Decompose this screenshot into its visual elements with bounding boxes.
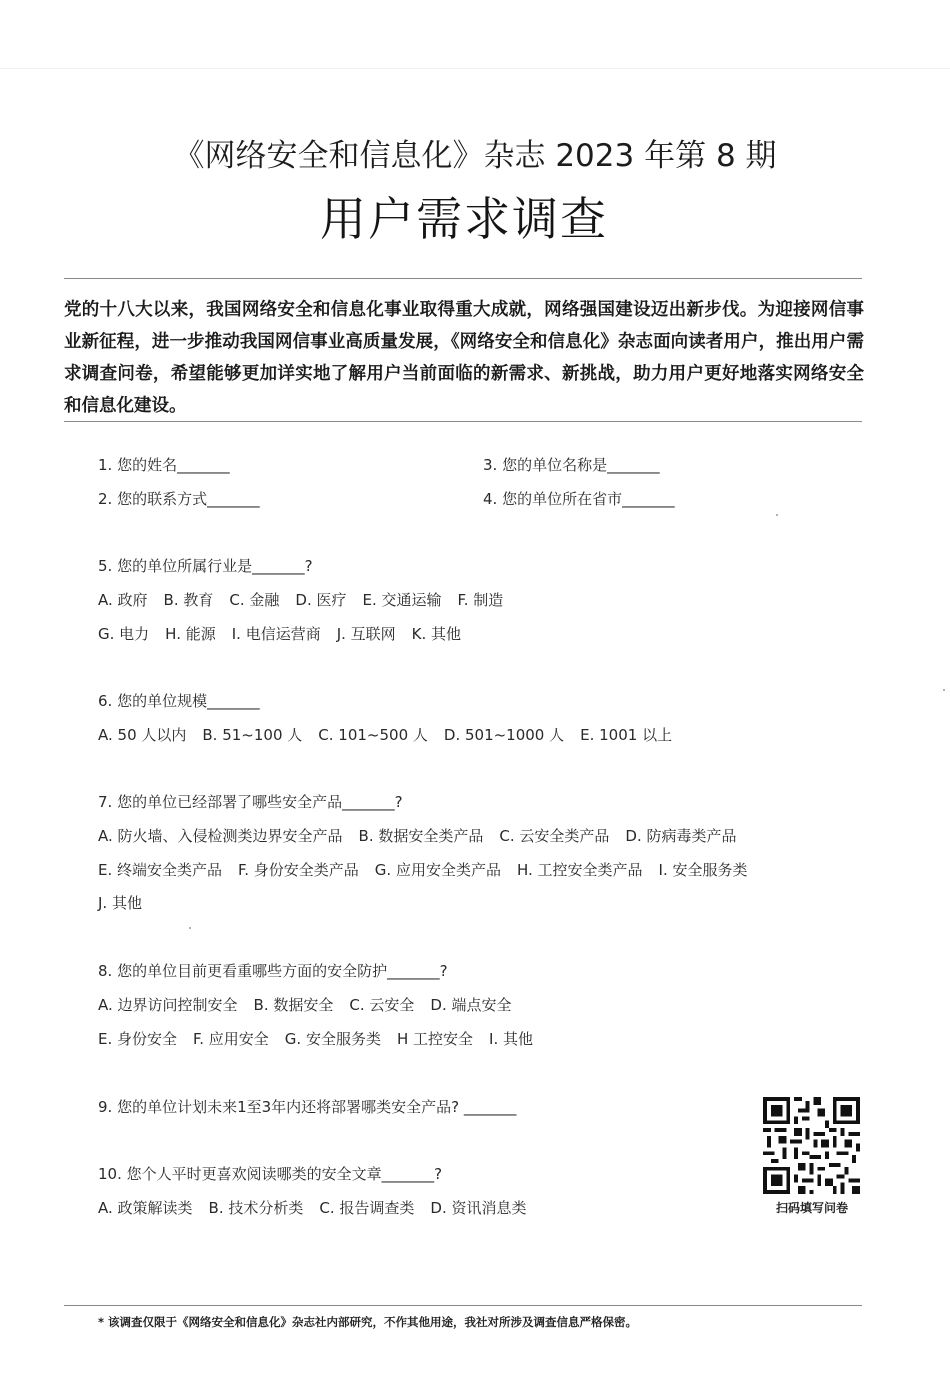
question-7-options-row: [98, 825, 752, 846]
option: H. 工控安全类产品: [516, 861, 643, 879]
option: E. 终端安全类产品: [98, 861, 223, 879]
question-7-options-row: [98, 859, 763, 880]
magazine-issue-title: 《网络安全和信息化》杂志 2023 年第 8 期: [173, 138, 777, 174]
option: J. 互联网: [336, 625, 396, 643]
question-5-options-row: [98, 623, 477, 644]
option: C. 报告调查类: [319, 1199, 415, 1217]
question-4: 4. 您的单位所在省市_______: [483, 490, 675, 508]
option: B. 51~100 人: [202, 726, 303, 744]
option: A. 政策解读类: [98, 1199, 193, 1217]
question-8-options-row: [98, 994, 527, 1015]
option: B. 技术分析类: [208, 1199, 304, 1217]
option: A. 防火墙、入侵检测类边界安全产品: [98, 827, 343, 845]
qr-code-icon[interactable]: [763, 1097, 860, 1194]
divider-footer: [64, 1305, 862, 1306]
option: I. 安全服务类: [658, 861, 748, 879]
question-5-options-row: [98, 589, 519, 610]
question-8: 8. 您的单位目前更看重哪些方面的安全防护_______?: [98, 962, 448, 980]
question-7: 7. 您的单位已经部署了哪些安全产品_______?: [98, 793, 403, 811]
option: G. 应用安全类产品: [374, 861, 501, 879]
question-6-options-row: [98, 724, 688, 745]
question-2: 2. 您的联系方式_______: [98, 490, 260, 508]
question-6: 6. 您的单位规模_______: [98, 692, 260, 710]
option: A. 50 人以内: [98, 726, 187, 744]
question-8-options-row: [98, 1028, 549, 1049]
option: D. 防病毒类产品: [625, 827, 737, 845]
divider-intro: [64, 421, 862, 422]
page-edge-line: [0, 68, 950, 69]
option: I. 电信运营商: [231, 625, 321, 643]
option: D. 501~1000 人: [443, 726, 565, 744]
scan-speck: [189, 927, 191, 929]
question-10: 10. 您个人平时更喜欢阅读哪类的安全文章_______?: [98, 1165, 443, 1183]
option: B. 数据安全: [253, 996, 334, 1014]
option: F. 制造: [457, 591, 504, 609]
intro-paragraph: 党的十八大以来，我国网络安全和信息化事业取得重大成就，网络强国建设迈出新步伐。为迎接网信事业新征程，进一步推动我国网信事业高质量发展，《网络安全和信息化》杂志面向读者用户，推出用户需求调查问卷，希望能够更加详实地了解用户当前面临的新需求、新挑战，助力用户更好地落实网络安全和信息化建设。: [64, 300, 864, 416]
option: E. 身份安全: [98, 1030, 178, 1048]
confidentiality-footnote: * 该调查仅限于《网络安全和信息化》杂志社内部研究，不作其他用途，我社对所涉及调查信息严格保密。: [98, 1315, 638, 1329]
option: A. 政府: [98, 591, 148, 609]
question-3: 3. 您的单位名称是_______: [483, 456, 660, 474]
question-5: 5. 您的单位所属行业是_______?: [98, 557, 313, 575]
option: C. 云安全: [349, 996, 415, 1014]
qr-caption: 扫码填写问卷: [775, 1201, 848, 1215]
option: J. 其他: [98, 894, 142, 912]
question-9: 9. 您的单位计划未来1至3年内还将部署哪类安全产品? _______: [98, 1098, 517, 1116]
option: B. 教育: [163, 591, 214, 609]
option: H. 能源: [165, 625, 216, 643]
option: C. 云安全类产品: [499, 827, 610, 845]
option: G. 电力: [98, 625, 150, 643]
scan-speck: [776, 514, 778, 516]
option: D. 资讯消息类: [430, 1199, 527, 1217]
option: A. 边界访问控制安全: [98, 996, 238, 1014]
option: E. 交通运输: [362, 591, 442, 609]
question-10-options-row: [98, 1197, 542, 1218]
option: G. 安全服务类: [284, 1030, 381, 1048]
option: C. 101~500 人: [318, 726, 428, 744]
option: D. 医疗: [295, 591, 347, 609]
option: K. 其他: [411, 625, 462, 643]
question-1: 1. 您的姓名_______: [98, 456, 230, 474]
option: B. 数据安全类产品: [358, 827, 484, 845]
divider-top: [64, 278, 862, 279]
option: F. 身份安全类产品: [238, 861, 359, 879]
survey-title: 用户需求调查: [320, 192, 608, 246]
question-7-options-row: [98, 892, 158, 913]
option: F. 应用安全: [193, 1030, 269, 1048]
option: D. 端点安全: [430, 996, 512, 1014]
option: C. 金融: [229, 591, 280, 609]
option: H 工控安全: [396, 1030, 474, 1048]
option: I. 其他: [489, 1030, 533, 1048]
option: E. 1001 以上: [580, 726, 673, 744]
scan-speck: [943, 689, 945, 691]
